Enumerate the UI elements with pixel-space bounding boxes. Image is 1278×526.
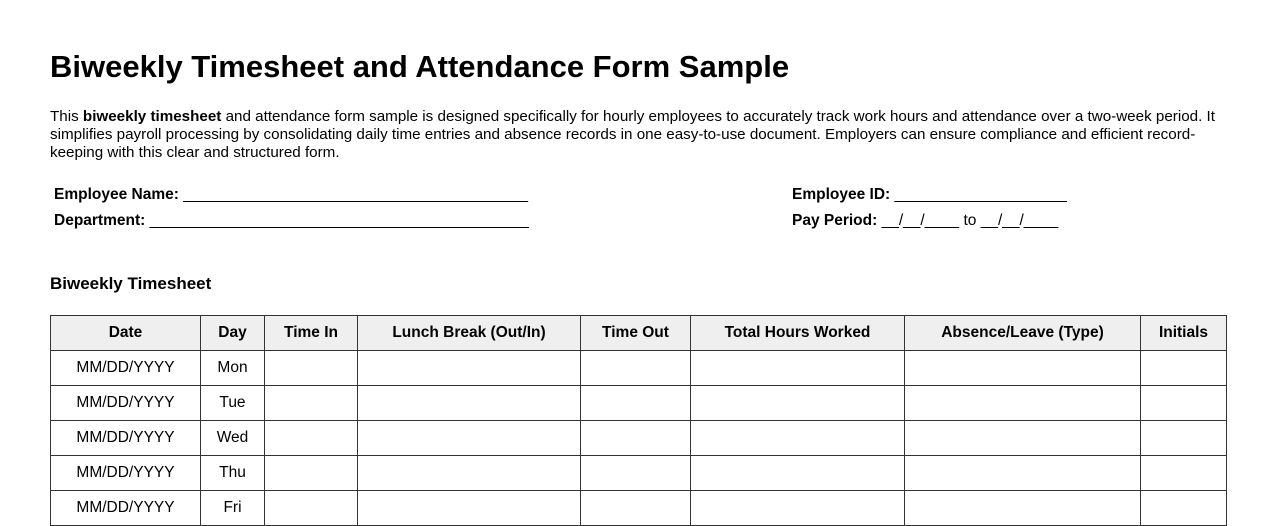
pay-period-input[interactable]: __/__/____ to __/__/____ [881,212,1059,229]
column-header: Initials [1141,316,1227,351]
entry-cell[interactable] [1141,456,1227,491]
column-header: Time In [265,316,358,351]
label: Employee ID: [792,186,895,203]
column-header: Date [51,316,201,351]
entry-cell[interactable] [581,386,691,421]
day-cell: Mon [201,351,265,386]
entry-cell[interactable] [905,421,1141,456]
section-title: Biweekly Timesheet [50,274,212,293]
entry-cell[interactable] [1141,351,1227,386]
entry-cell[interactable] [358,456,581,491]
employee-name-field[interactable] [54,186,528,204]
department-field[interactable] [54,212,529,230]
intro-paragraph [50,108,1230,162]
day-cell: Thu [201,456,265,491]
entry-cell[interactable] [691,491,905,526]
entry-cell[interactable] [358,351,581,386]
entry-cell[interactable] [265,456,358,491]
entry-cell[interactable] [358,491,581,526]
entry-cell[interactable] [581,456,691,491]
employee-id-input[interactable]: ____________________ [894,186,1067,203]
date-cell: MM/DD/YYYY [51,351,201,386]
column-header: Time Out [581,316,691,351]
entry-cell[interactable] [581,351,691,386]
entry-cell[interactable] [691,421,905,456]
intro-text: This [50,108,83,125]
column-header: Total Hours Worked [691,316,905,351]
table-row [51,491,1227,526]
date-cell: MM/DD/YYYY [51,491,201,526]
date-cell: MM/DD/YYYY [51,386,201,421]
label: Employee Name: [54,186,184,203]
entry-cell[interactable] [1141,386,1227,421]
entry-cell[interactable] [265,491,358,526]
department-input[interactable]: ____________________________________________ [149,212,529,229]
table-row [51,351,1227,386]
day-cell: Wed [201,421,265,456]
entry-cell[interactable] [905,491,1141,526]
entry-cell[interactable] [265,421,358,456]
page-title: Biweekly Timesheet and Attendance Form Sample [50,49,790,84]
label: Department: [54,212,150,229]
table-row [51,386,1227,421]
employee-id-field[interactable] [792,186,1067,204]
day-cell: Tue [201,386,265,421]
table-row [51,421,1227,456]
column-header: Lunch Break (Out/In) [358,316,581,351]
entry-cell[interactable] [265,386,358,421]
entry-cell[interactable] [691,351,905,386]
label: Pay Period: [792,212,882,229]
date-cell: MM/DD/YYYY [51,421,201,456]
entry-cell[interactable] [691,386,905,421]
table-row [51,456,1227,491]
entry-cell[interactable] [691,456,905,491]
entry-cell[interactable] [581,421,691,456]
entry-cell[interactable] [1141,421,1227,456]
entry-cell[interactable] [905,386,1141,421]
table-header-row [51,316,1227,351]
date-cell: MM/DD/YYYY [51,456,201,491]
intro-text-rest: and attendance form sample is designed specifically for hourly employees to accurately track work hours and attendance over a two-week period. It simplifies payroll processing by consolidating daily time entries and absence records in one easy-to-use document. Employers can ensure compliance and efficient record-keeping with this clear and structured form. [50,108,1215,161]
entry-cell[interactable] [358,421,581,456]
day-cell: Fri [201,491,265,526]
pay-period-field[interactable] [792,212,1058,230]
entry-cell[interactable] [265,351,358,386]
employee-name-input[interactable]: ________________________________________ [183,186,529,203]
entry-cell[interactable] [1141,491,1227,526]
column-header: Day [201,316,265,351]
entry-cell[interactable] [581,491,691,526]
entry-cell[interactable] [905,351,1141,386]
intro-bold: biweekly timesheet [82,108,222,125]
column-header: Absence/Leave (Type) [905,316,1141,351]
entry-cell[interactable] [905,456,1141,491]
entry-cell[interactable] [358,386,581,421]
timesheet-table [50,315,1227,526]
